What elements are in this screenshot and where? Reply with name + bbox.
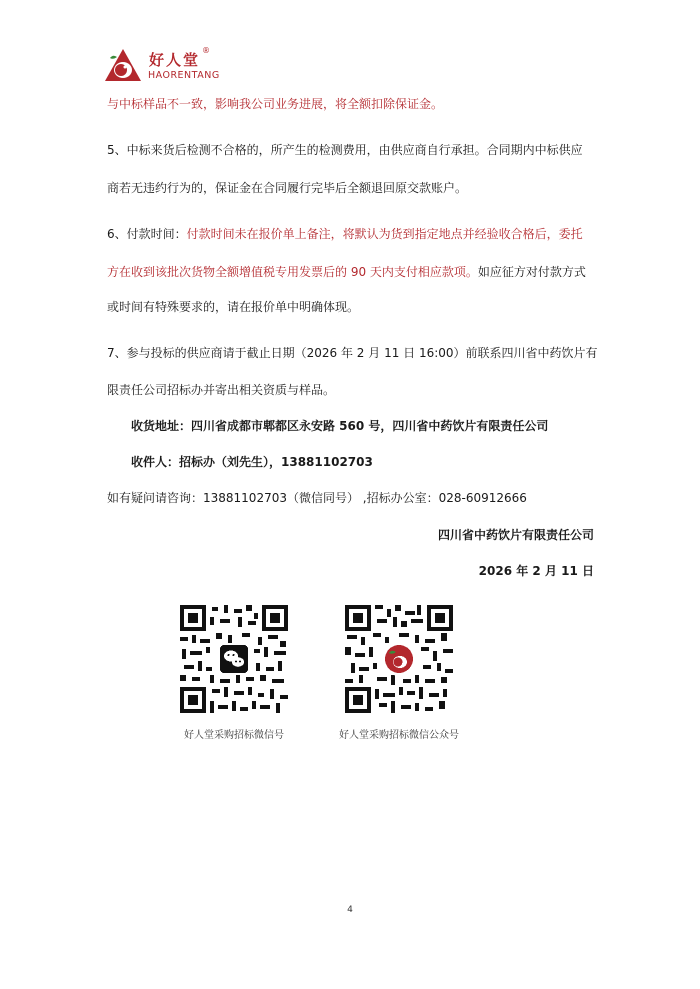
item-5-line-2: 商若无违约行为的，保证金在合同履行完毕后全额退回原交款账户。 [107, 181, 468, 195]
brand-name-cn: 好人堂 [149, 51, 201, 69]
wechat-qr-code [180, 605, 288, 713]
deposit-clause-line: 与中标样品不一致，影响我公司业务进展，将全额扣除保证金。 [107, 97, 444, 111]
item-6-payment-terms-2: 方在收到该批次货物全额增值税专用发票后的 90 天内支付相应款项。 [107, 265, 478, 279]
haorentang-logo-icon [385, 645, 413, 673]
item-6-after: 如应征方对付款方式 [477, 265, 586, 279]
haorentang-logo-icon [104, 48, 142, 82]
official-account-qr-code [345, 605, 453, 713]
recipient-info: 收件人：招标办（刘先生），13881102703 [131, 455, 373, 469]
shipping-address: 收货地址：四川省成都市郫都区永安路 560 号，四川省中药饮片有限责任公司 [131, 419, 549, 433]
qr-caption-official-account: 好人堂采购招标微信公众号 [339, 730, 459, 741]
page-number: 4 [347, 905, 353, 915]
item-6-prefix: 6、付款时间： [107, 227, 187, 241]
contact-info: 如有疑问请咨询：13881102703（微信同号） ,招标办公室：028-60912666 [107, 491, 527, 505]
company-signature: 四川省中药饮片有限责任公司 [437, 528, 594, 542]
registered-mark: ® [202, 46, 210, 55]
item-6-line-3: 或时间有特殊要求的，请在报价单中明确体现。 [107, 300, 360, 314]
item-5-line-1: 5、中标来货后检测不合格的，所产生的检测费用，由供应商自行承担。合同期内中标供应 [107, 143, 583, 157]
qr-caption-wechat: 好人堂采购招标微信号 [184, 730, 284, 741]
item-7-line-1: 7、参与投标的供应商请于截止日期（2026 年 2 月 11 日 16:00）前联系四川省中药饮片有 [107, 346, 598, 360]
item-6-payment-terms-1: 付款时间未在报价单上备注，将默认为货到指定地点并经验收合格后，委托 [186, 227, 583, 241]
document-date: 2026 年 2 月 11 日 [478, 564, 594, 578]
item-7-line-2: 限责任公司招标办并寄出相关资质与样品。 [107, 383, 336, 397]
item-6-line-1 [107, 226, 583, 242]
company-logo [104, 46, 234, 86]
item-6-line-2 [107, 264, 586, 280]
brand-name-en: HAORENTANG [148, 70, 220, 81]
